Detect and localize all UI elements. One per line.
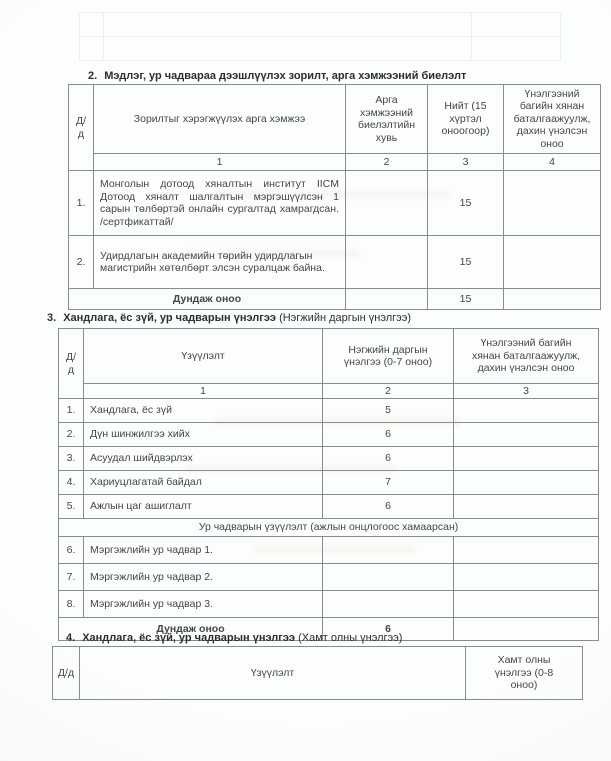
table-row (59, 423, 599, 447)
bleedthrough-line-artifact (103, 13, 104, 59)
bleedthrough-line-artifact (471, 13, 472, 59)
row-number-cell: 6. (59, 537, 84, 564)
section-2-number: 2. (88, 70, 98, 82)
row-number-cell: 5. (59, 495, 84, 519)
section-4-title-text: Хандлага, ёс зүй, ур чадварын үнэлгээ (82, 632, 296, 644)
row-indicator-cell: Асуудал шийдвэрлэх (84, 447, 323, 471)
row-number-cell: 2. (69, 236, 94, 289)
header-rescore-cell: Үнэлгээний багийн хянан баталгаажуулж, дахин үнэлсэн оноо (454, 329, 599, 384)
table-row (69, 236, 601, 289)
row-number-cell: 8. (59, 591, 84, 618)
section-3-number: 3. (47, 312, 57, 324)
header-percent-cell: Арга хэмжээний биелэлтийн хувь (346, 85, 428, 154)
section-2-title (88, 70, 466, 82)
section-2-title-text: Мэдлэг, ур чадвараа дээшлүүлэх зорилт, арга хэмжээний биелэлт (104, 70, 467, 82)
column-number-cell: 4 (504, 154, 601, 171)
table-row (59, 471, 599, 495)
row-percent-cell (346, 171, 428, 236)
bleedthrough-table-artifact (79, 13, 561, 59)
row-number-cell: 7. (59, 564, 84, 591)
row-number-cell: 1. (69, 171, 94, 236)
average-label-cell: Дундаж оноо (69, 289, 346, 310)
column-number-cell: 1 (84, 384, 323, 399)
row-indicator-cell: Хандлага, ёс зүй (84, 399, 323, 423)
row-rescore-cell (504, 171, 601, 236)
table-row (59, 399, 599, 423)
average-rescore-cell (454, 618, 599, 641)
section-3-title-text: Хандлага, ёс зүй, ур чадварын үнэлгээ (63, 312, 277, 324)
row-total-cell: 15 (428, 236, 504, 289)
table-row (69, 171, 601, 236)
bleedthrough-row-artifact (79, 12, 561, 37)
row-rescore-cell (454, 495, 599, 519)
header-manager-score-cell: Нэгжийн даргын үнэлгээ (0-7 оноо) (323, 329, 454, 384)
row-rescore-cell (454, 447, 599, 471)
row-indicator-cell: Дүн шинжилгээ хийх (84, 423, 323, 447)
row-rescore-cell (454, 591, 599, 618)
column-number-row (69, 154, 601, 171)
row-indicator-cell: Мэргэжлийн ур чадвар 2. (84, 564, 323, 591)
header-indicator-cell: Үзүүлэлт (80, 647, 466, 700)
header-rescore-cell: Үнэлгээний багийн хянан баталгаажуулж, дахин үнэлсэн оноо (504, 85, 601, 154)
section-3-title-paren: (Нэгжийн даргын үнэлгээ) (279, 312, 412, 324)
row-number-cell: 2. (59, 423, 84, 447)
row-indicator-cell: Мэргэжлийн ур чадвар 1. (84, 537, 323, 564)
row-rescore-cell (504, 236, 601, 289)
header-num-cell: Д/д (53, 647, 80, 700)
column-number-cell: 2 (346, 154, 428, 171)
row-score-cell: 6 (323, 447, 454, 471)
header-indicator-cell: Үзүүлэлт (84, 329, 323, 384)
column-number-cell: 1 (94, 154, 346, 171)
row-rescore-cell (454, 471, 599, 495)
average-percent-cell (346, 289, 428, 310)
row-measure-cell: Монголын дотоод хяналтын институт IICM Дотоод хяналт шалгалтын мэргэшүүлсэн 1 сарын төлбөртэй онлайн сургалтад хамрагдсан. /сертфикаттай/ (94, 171, 346, 236)
table-header-row (69, 85, 601, 154)
average-label-cell: Дундаж оноо (59, 618, 323, 641)
header-community-score-cell: Хамт олны үнэлгээ (0-8 оноо) (466, 647, 583, 700)
row-indicator-cell: Ажлын цаг ашиглалт (84, 495, 323, 519)
row-score-cell: 6 (323, 423, 454, 447)
row-number-cell: 4. (59, 471, 84, 495)
row-score-cell: 5 (323, 399, 454, 423)
column-number-cell: 3 (428, 154, 504, 171)
section-3-title (47, 312, 411, 324)
skill-section-row (59, 519, 599, 537)
section-4-table (52, 646, 583, 700)
header-num-cell: Д/д (69, 85, 94, 171)
table-row (59, 447, 599, 471)
header-num-cell: Д/д (59, 329, 84, 399)
table-row (59, 591, 599, 618)
skill-section-label-cell: Ур чадварын үзүүлэлт (ажлын онцлогоос хамаарсан) (59, 519, 599, 537)
row-rescore-cell (454, 423, 599, 447)
header-total-cell: Нийт (15 хүртэл оноогоор) (428, 85, 504, 154)
row-score-cell (323, 591, 454, 618)
row-score-cell (323, 537, 454, 564)
row-rescore-cell (454, 399, 599, 423)
section-4-number: 4. (66, 632, 76, 644)
header-measure-cell: Зорилтыг хэрэгжүүлэх арга хэмжээ (94, 85, 346, 154)
average-total-cell: 15 (428, 289, 504, 310)
average-rescore-cell (504, 289, 601, 310)
table-header-row (53, 647, 583, 700)
row-number-cell: 1. (59, 399, 84, 423)
row-indicator-cell: Мэргэжлийн ур чадвар 3. (84, 591, 323, 618)
row-rescore-cell (454, 537, 599, 564)
section-3-table (58, 328, 599, 641)
row-rescore-cell (454, 564, 599, 591)
table-row (59, 495, 599, 519)
average-row (69, 289, 601, 310)
section-4-title (66, 632, 402, 644)
section-4-title-paren: (Хамт олны үнэлгээ) (298, 632, 403, 644)
row-number-cell: 3. (59, 447, 84, 471)
row-score-cell (323, 564, 454, 591)
column-number-row (59, 384, 599, 399)
row-score-cell: 6 (323, 495, 454, 519)
row-measure-cell: Удирдлагын академийн төрийн удирдлагын магистрийн хөтөлбөрт элсэн суралцаж байна. (94, 236, 346, 289)
row-score-cell: 7 (323, 471, 454, 495)
row-indicator-cell: Хариуцлагатай байдал (84, 471, 323, 495)
section-2-table (68, 84, 601, 310)
bleedthrough-row-artifact (79, 36, 561, 61)
column-number-cell: 2 (323, 384, 454, 399)
row-percent-cell (346, 236, 428, 289)
table-row (59, 537, 599, 564)
average-score-cell: 6 (323, 618, 454, 641)
column-number-cell: 3 (454, 384, 599, 399)
table-row (59, 564, 599, 591)
table-header-row (59, 329, 599, 384)
row-total-cell: 15 (428, 171, 504, 236)
